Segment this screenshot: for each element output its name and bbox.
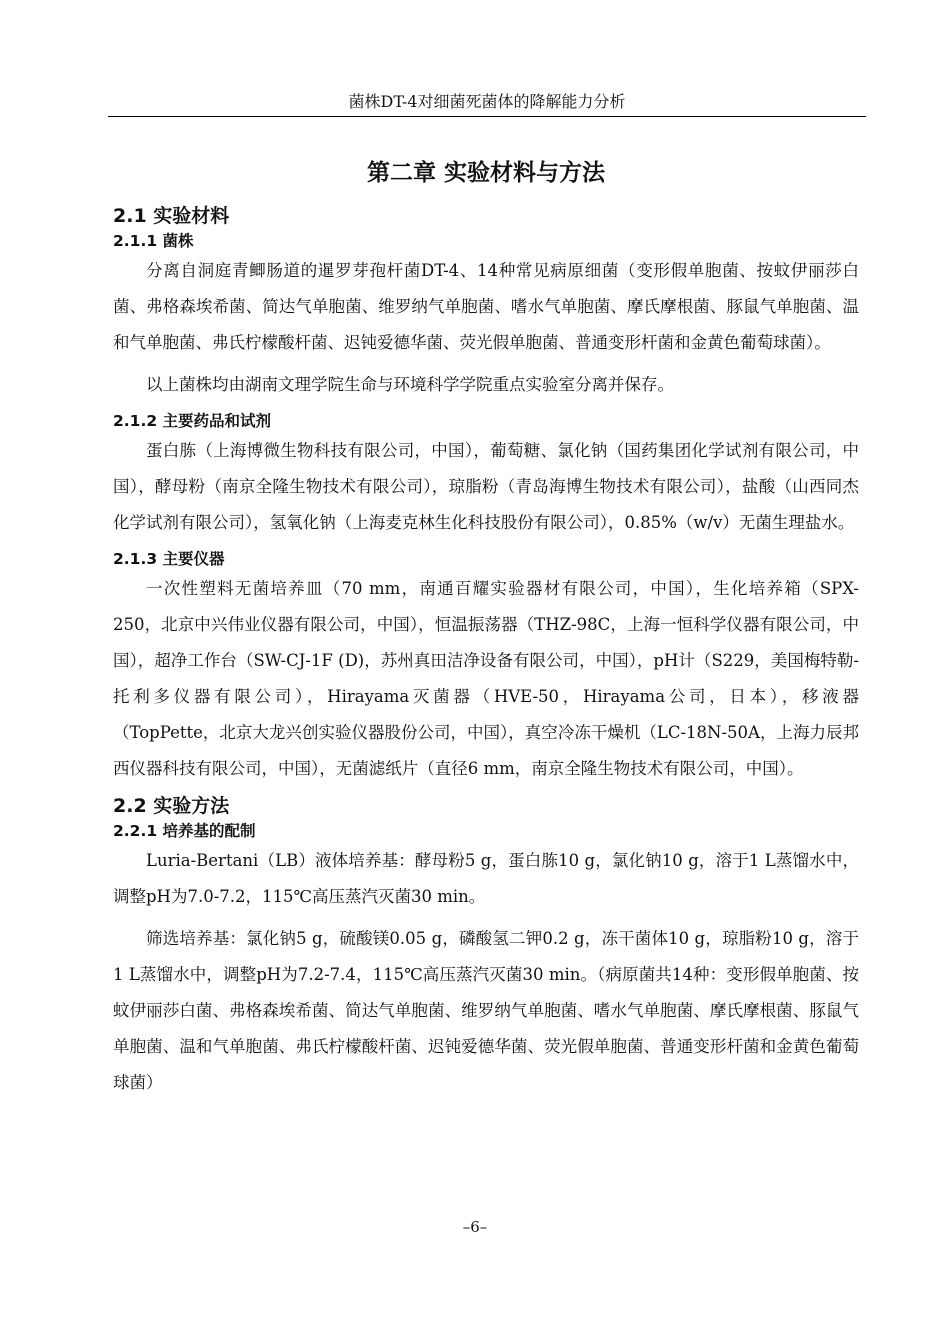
subsection-heading: 2.1.3 主要仪器: [113, 550, 225, 568]
subsection-heading: 2.1.1 菌株: [113, 232, 194, 250]
paragraph: 蛋白胨（上海博微生物科技有限公司，中国），葡萄糖、氯化钠（国药集团化学试剂有限公司，中国），酵母粉（南京全隆生物技术有限公司），琼脂粉（青岛海博生物技术有限公司），盐酸（山西同杰化学试剂有限公司），氢氧化钠（上海麦克林生化科技股份有限公司），0.85%（w/v）无菌生理盐水。: [113, 441, 859, 532]
chapter-title: 第二章 实验材料与方法: [366, 160, 605, 186]
paragraph: Luria-Bertani（LB）液体培养基：酵母粉5 g，蛋白胨10 g，氯化钠10 g，溶于1 L蒸馏水中，调整pH为7.0-7.2，115℃高压蒸汽灭菌30 min。: [113, 851, 859, 906]
page-number: –6–: [462, 1218, 488, 1236]
subsection-heading: 2.2.1 培养基的配制: [113, 822, 256, 840]
paragraph: 分离自洞庭青鲫肠道的暹罗芽孢杆菌DT-4、14种常见病原细菌（变形假单胞菌、按蚊伊丽莎白菌、弗格森埃希菌、简达气单胞菌、维罗纳气单胞菌、嗜水气单胞菌、摩氏摩根菌、豚鼠气单胞菌、温和气单胞菌、弗氏柠檬酸杆菌、迟钝爱德华菌、荧光假单胞菌、普通变形杆菌和金黄色葡萄球菌）。: [113, 261, 859, 352]
page-content: [113, 155, 859, 1107]
header-rule: [108, 116, 866, 117]
section-heading: 2.2 实验方法: [113, 795, 230, 817]
running-header: 菌株DT-4对细菌死菌体的降解能力分析: [348, 92, 626, 111]
section-heading: 2.1 实验材料: [113, 205, 230, 227]
paragraph: 以上菌株均由湖南文理学院生命与环境科学学院重点实验室分离并保存。: [146, 375, 674, 394]
subsection-heading: 2.1.2 主要药品和试剂: [113, 412, 272, 430]
paragraph: 一次性塑料无菌培养皿（70 mm，南通百耀实验器材有限公司，中国），生化培养箱（SPX-250，北京中兴伟业仪器有限公司，中国），恒温振荡器（THZ-98C，上海一恒科学仪器有限公司，中国），超净工作台（SW-CJ-1F (D)，苏州真田洁净设备有限公司，中国），pH计（S229，美国梅特勒-托利多仪器有限公司），Hirayama灭菌器（HVE-50，Hirayama公司，日本），移液器（TopPette，北京大龙兴创实验仪器股份公司，中国），真空冷冻干燥机（LC-18N-50A，上海力辰邦西仪器科技有限公司，中国），无菌滤纸片（直径6 mm，南京全隆生物技术有限公司，中国）。: [113, 579, 859, 778]
paragraph: 筛选培养基：氯化钠5 g，硫酸镁0.05 g，磷酸氢二钾0.2 g，冻干菌体10 g，琼脂粉10 g，溶于1 L蒸馏水中，调整pH为7.2-7.4，115℃高压蒸汽灭菌30 min。（病原菌共14种：变形假单胞菌、按蚊伊丽莎白菌、弗格森埃希菌、简达气单胞菌、维罗纳气单胞菌、嗜水气单胞菌、摩氏摩根菌、豚鼠气单胞菌、温和气单胞菌、弗氏柠檬酸杆菌、迟钝爱德华菌、荧光假单胞菌、普通变形杆菌和金黄色葡萄球菌）: [113, 929, 859, 1092]
